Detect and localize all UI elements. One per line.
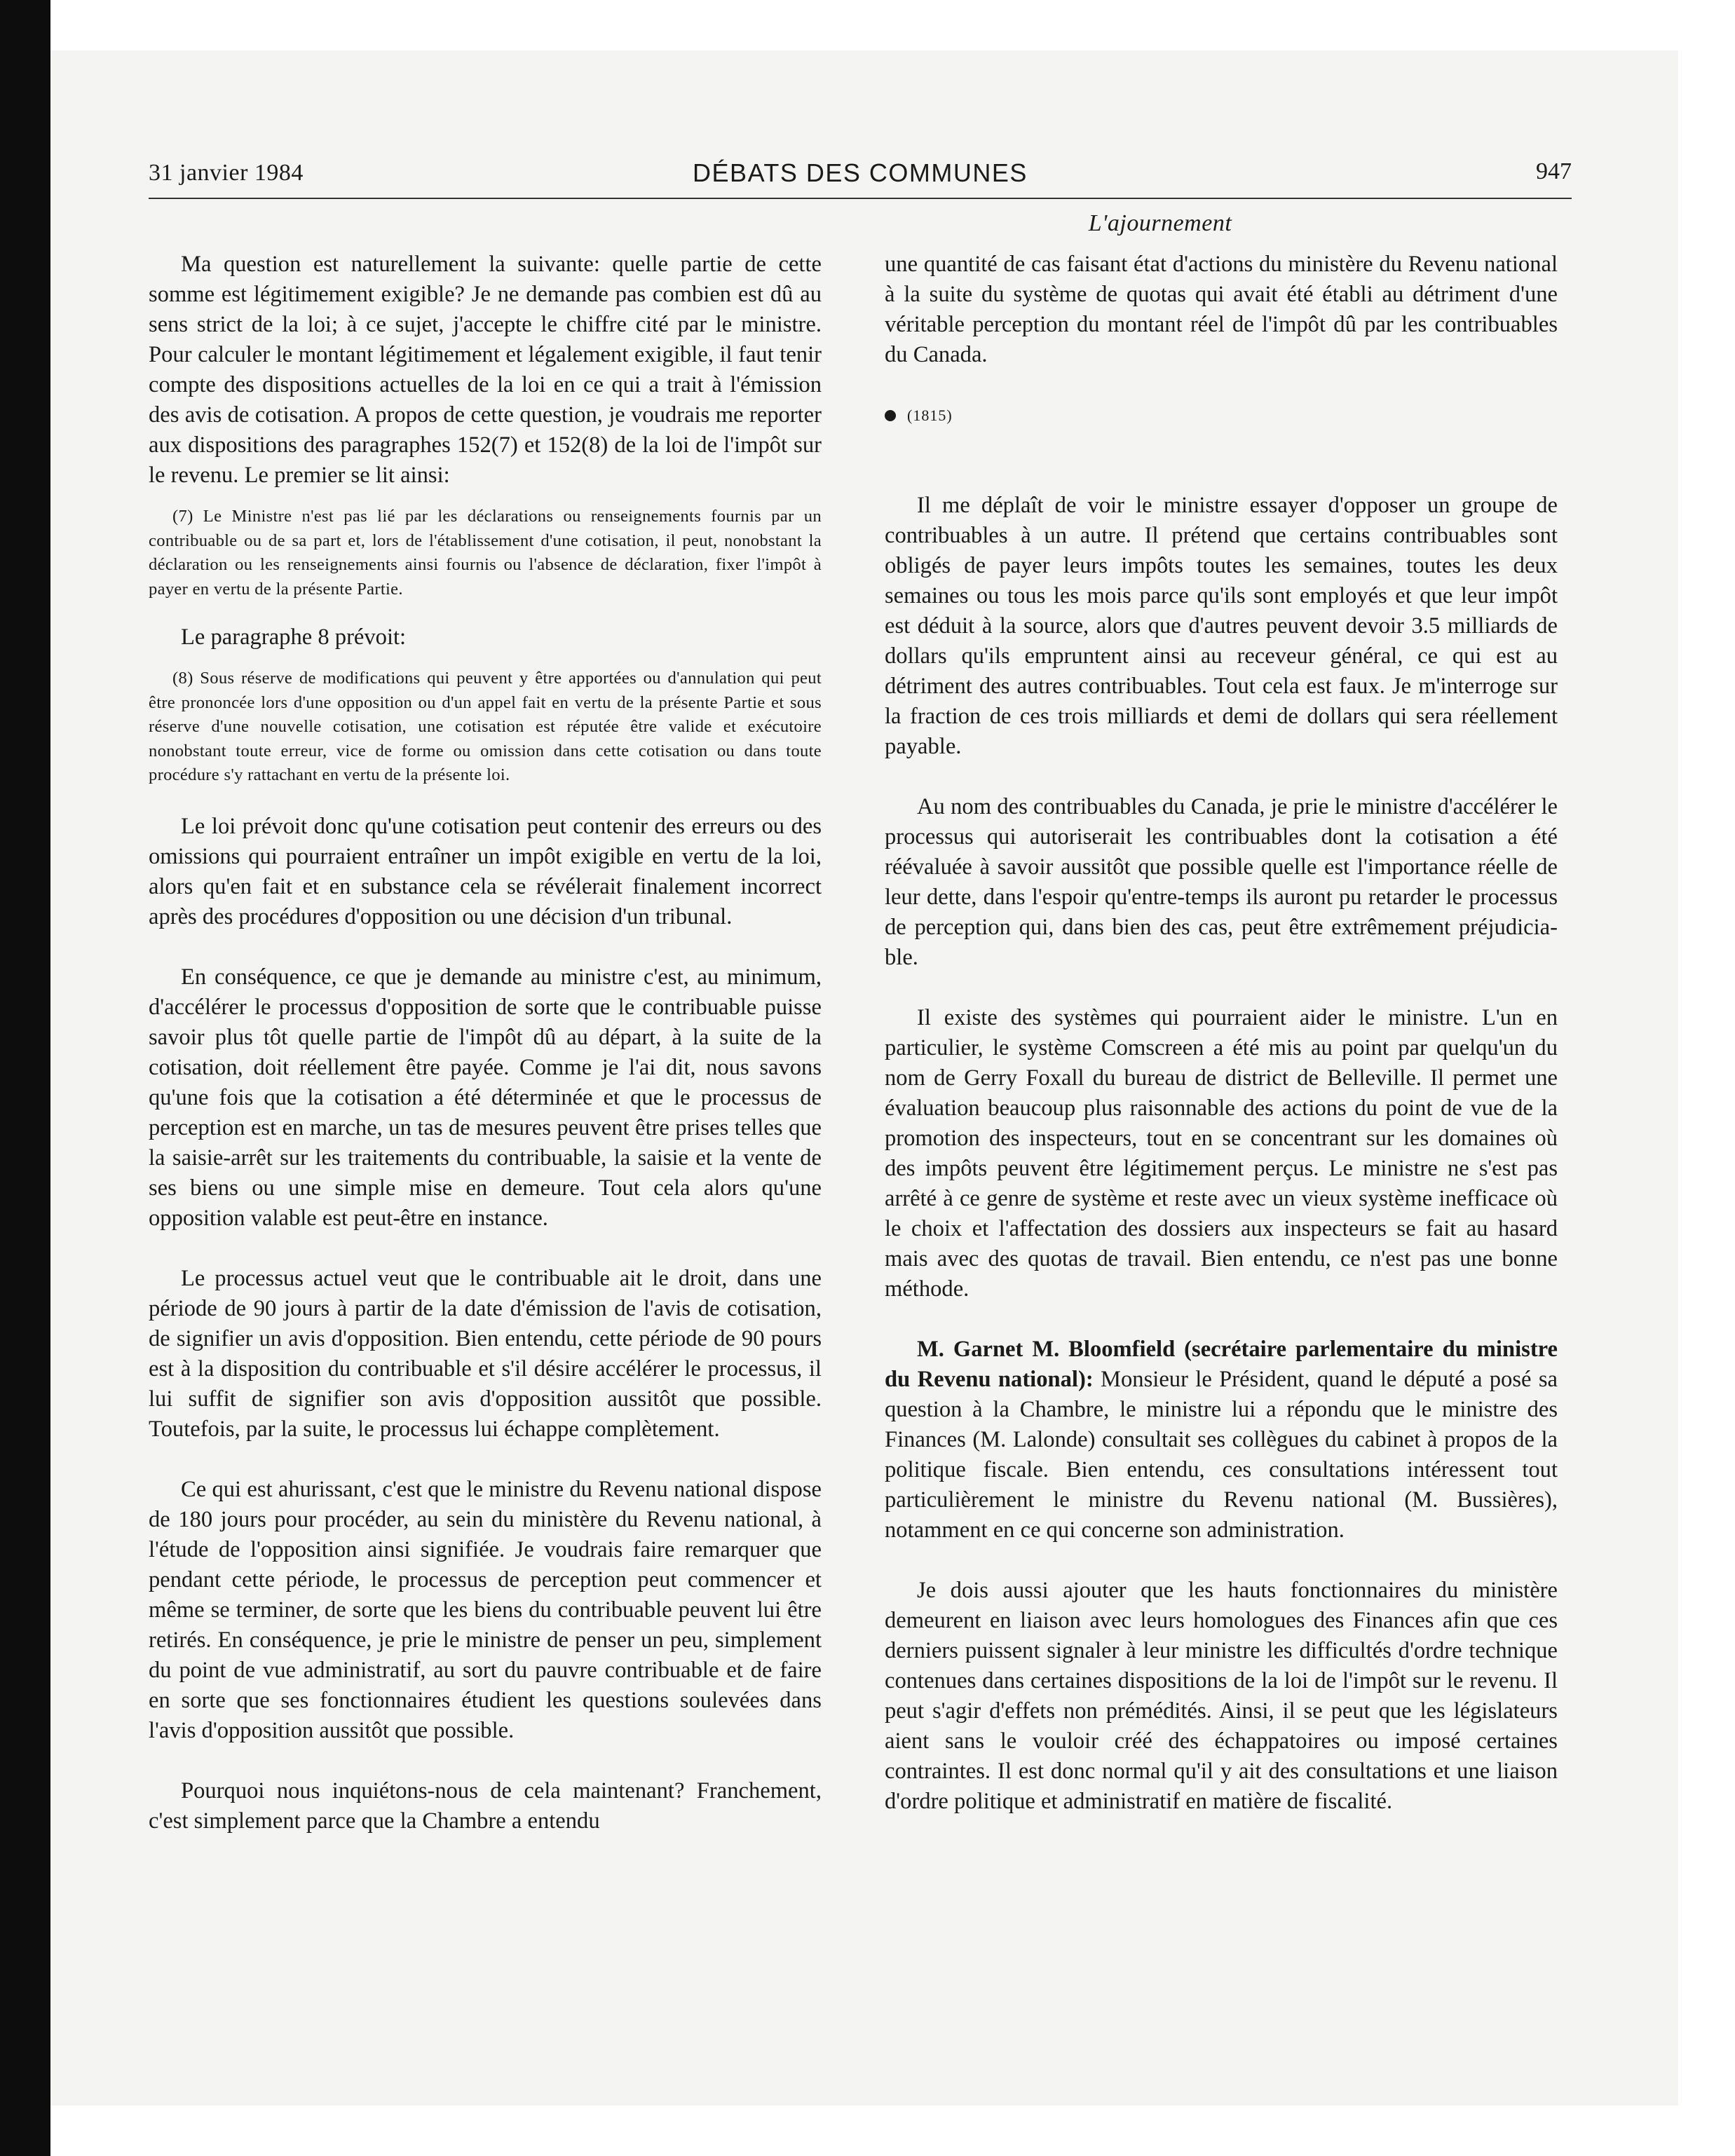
paragraph: Le loi prévoit donc qu'une cotisation peut contenir des erreurs ou des omissions qui pourraient entraîner un impôt exigible en vertu de la loi, alors qu'en fait et en substance cela se révélerait finalement incorrect après des procédures d'opposition ou une décision d'un tribunal.	[149, 813, 822, 929]
paragraph: Il existe des systèmes qui pourraient aider le ministre. L'un en particulier, le système Comscreen a été mis au point par quelqu'un du nom de Gerry Foxall du bureau de district de Belleville. Il permet une évaluation beaucoup plus raisonnable des actions du point de vue de la promotion des inspecteurs, tout en se concentrant sur les domaines où des impôts peuvent être légitimement perçus. Le ministre ne s'est pas arrêté à ce genre de système et reste avec un vieux système inefficace où le choix et l'affectation des dossiers aux inspecteurs se fait au hasard mais avec des quotas de travail. Bien entendu, ce n'est pas une bonne méthode.	[885, 1005, 1558, 1302]
time-marker	[885, 400, 1558, 430]
paragraph: Ma question est naturellement la suivante: quelle partie de cette somme est légitimement exigible? Je ne demande pas combien est dû au sens strict de la loi; à ce sujet, j'accepte le chiffre cité par le ministre. Pour calculer le montant légitimement et légalement exigible, il faut tenir compte des dispositions actuelles de la loi en ce qui a trait à l'émission des avis de cotisation. A propos de cette question, je voudrais me reporter aux dispositions des paragraphes 152(7) et 152(8) de la loi de l'impôt sur le revenu. Le premier se lit ainsi:	[149, 252, 822, 488]
paragraph: Le processus actuel veut que le contribuable ait le droit, dans une période de 90 jours à partir de la date d'émission de l'avis de cotisation, de signifier un avis d'opposition. Bien entendu, cette période de 90 pours est à la disposition du contribuable et s'il désire accélérer le processus, il lui suffit de signifier son avis d'opposition aussitôt que possible. Toutefois, par la suite, le processus lui échappe complètement.	[149, 1265, 822, 1442]
quoted-statute-8: (8) Sous réserve de modifications qui peuvent y être apportées ou d'annulation qui peut être prononcée lors d'une opposition ou d'un appel fait en vertu de la présente Partie et sous réserve d'une nouvelle cotisation, une cotisation est réputée être valide et exécutoire nonobstant toute erreur, vice de forme ou omission dans cette cotisation ou dans toute procédure s'y rattachant en vertu de la présente loi.	[149, 669, 822, 784]
left-column	[149, 250, 822, 1867]
paragraph: Pourquoi nous inquiétons-nous de cela maintenant? Franchement, c'est simplement parce que la Chambre a entendu	[149, 1778, 822, 1834]
time-marker-label: (1815)	[907, 407, 953, 424]
bullet-icon	[885, 410, 896, 421]
paragraph: Il me déplaît de voir le ministre essayer d'opposer un groupe de contribuables à un autre. Il prétend que certains contribuables sont obligés de payer leurs impôts toutes les semaines, toutes les deux semaines ou tous les mois parce qu'ils sont employés et que leur impôt est déduit à la source, alors que d'autres peuvent devoir 3.5 milliards de dollars qu'ils empruntent ainsi au receveur général, ce qui est au détriment des autres contribuables. Tout cela est faux. Je m'interroge sur la fraction de ces trois milliards et demi de dollars qui sera réellement payable.	[885, 493, 1558, 759]
section-title: L'ajournement	[1088, 210, 1232, 236]
page-header	[149, 156, 1572, 199]
header-date: 31 janvier 1984	[149, 160, 304, 186]
speech-text: Monsieur le Président, quand le député a posé sa question à la Chambre, le ministre lui a répondu que le ministre des Finances (M. Lalonde) consultait ses collègues du cabinet à propos de la politique fiscale. Bien entendu, ces consultations intéressent tout particulièrement le ministre du Revenu national (M. Bussières), notamment en ce qui concerne son administration.	[885, 1367, 1558, 1543]
scan-left-edge	[0, 0, 50, 2156]
page-number: 947	[1536, 158, 1572, 184]
paragraph: Je dois aussi ajouter que les hauts fonctionnaires du ministère demeurent en liaison avec leurs homologues des Finances afin que ces derniers puissent signaler à leur ministre les difficultés d'ordre technique contenues dans certaines dispositions de la loi de l'impôt sur le revenu. Il peut s'agir d'effets non prémédités. Ainsi, il se peut que les législateurs aient sans le vouloir créé des échappatoires ou imposé certaines contraintes. Il est donc normal qu'il y ait des consultations et une liaison d'ordre politique et administratif en matière de fiscalité.	[885, 1578, 1558, 1814]
paragraph: En conséquence, ce que je demande au ministre c'est, au minimum, d'accélérer le processus d'opposition de sorte que le contribuable puisse savoir plus tôt quelle partie de l'impôt dû au départ, à la suite de la cotisation, doit réellement être payée. Comme je l'ai dit, nous savons qu'une fois que la cotisation a été déterminée et que le processus de perception est en marche, un tas de mesures peuvent être prises telles que la saisie-arrêt sur les traitements du contribuable, la saisie et la vente de ses biens ou une simple mise en demeure. Tout cela alors qu'une opposition valable est peut-être en instance.	[149, 964, 822, 1231]
right-column	[885, 250, 1558, 1847]
paragraph: une quantité de cas faisant état d'actions du ministère du Revenu national à la suite du système de quotas qui avait été établi au détriment d'une véritable perception du montant réel de l'impôt dû par les contribuables du Canada.	[885, 252, 1558, 367]
paragraph: Ce qui est ahurissant, c'est que le ministre du Revenu national dispose de 180 jours pour procéder, au sein du ministère du Revenu national, à l'étude de l'opposition ainsi signifiée. Je voudrais faire remarquer que pendant cette période, le processus de perception peut commencer et même se terminer, de sorte que les biens du contribuable peuvent lui être retirés. En conséquence, je prie le ministre de penser un peu, simplement du point de vue administratif, au sort du pauvre contribuable et de faire en sorte que ses fonctionnaires étudient les questions soulevées dans l'avis d'opposition aussitôt que possible.	[149, 1476, 822, 1743]
paragraph: Au nom des contribuables du Canada, je prie le ministre d'accélérer le processus qui autoriserait les contribuables dont la cotisation a été réévaluée à savoir aussitôt que possible quelle est l'importance réelle de leur dette, dans l'espoir qu'entre-temps ils auront pu retarder le processus de perception qui, dans bien des cas, peut être extrêmement préjudiciable.	[885, 794, 1558, 970]
speaker-name: M. Garnet M. Bloomfield (secrétaire parlementaire du ministre du Revenu national):	[885, 1337, 1558, 1392]
quoted-statute-7: (7) Le Ministre n'est pas lié par les déclarations ou renseignements fournis par un contribuable ou de sa part et, lors de l'établissement d'une cotisation, il peut, nonobstant la déclaration ou les renseignements ainsi fournis ou l'absence de déclaration, fixer l'impôt à payer en vertu de la présente Partie.	[149, 507, 822, 599]
header-title: DÉBATS DES COMMUNES	[693, 158, 1028, 187]
scan-top-margin	[0, 0, 1735, 50]
paragraph: Le paragraphe 8 prévoit:	[181, 625, 407, 650]
speech-paragraph	[885, 1335, 1558, 1546]
